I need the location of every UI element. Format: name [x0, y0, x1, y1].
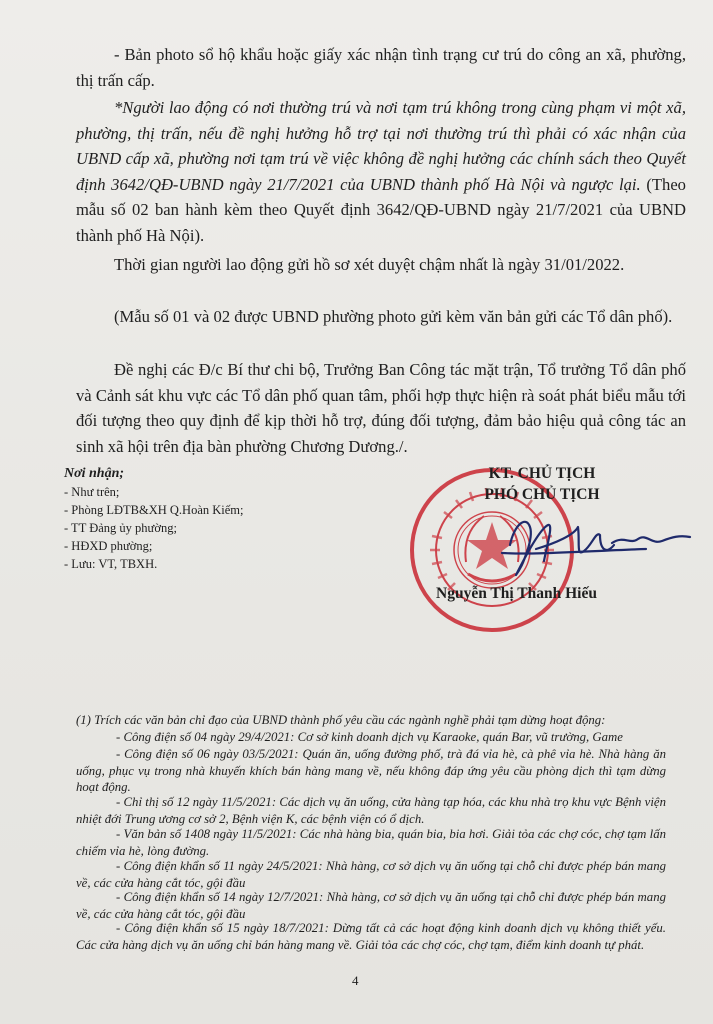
footnote-item: - Văn bản số 1408 ngày 11/5/2021: Các nhà hàng bia, quán bia, bia hơi. Giải tỏa các chợ cóc, chợ tạm lấn chiếm vỉa hè, lòng đường.: [76, 827, 666, 858]
footnote-item: - Công điện khẩn số 15 ngày 18/7/2021: Dừng tất cả các hoạt động kinh doanh dịch vụ không thiết yếu. Các cửa hàng dịch vụ ăn uống chỉ bán hàng mang về. Giải tỏa các chợ cóc, chợ tạm, điểm kinh doanh tự phát.: [76, 921, 666, 952]
footnote-item: - Công điện khẩn số 11 ngày 24/5/2021: Nhà hàng, cơ sở dịch vụ ăn uống tại chỗ chỉ được phép bán mang về, các cửa hàng cắt tóc, gội đầu: [76, 859, 666, 890]
signer-name: Nguyễn Thị Thanh Hiếu: [436, 585, 597, 602]
recipients-heading: Nơi nhận;: [64, 466, 125, 481]
footnote-intro: (1) Trích các văn bản chỉ đạo của UBND thành phố yêu cầu các ngành nghề phải tạm dừng hoạt động:: [76, 713, 606, 727]
para-request: Đề nghị các Đ/c Bí thư chi bộ, Trưởng Ban Công tác mặt trận, Tổ trưởng Tổ dân phố và Cảnh sát khu vực các Tổ dân phố quan tâm, phối hợp thực hiện rà soát phát biểu mẫu tới đối tượng theo quy định để kịp thời hỗ trợ, đúng đối tượng, đảm bảo hiệu quả công tác an sinh xã hội trên địa bàn phường Chương Dương./.: [76, 360, 686, 456]
footnote-item: - Chỉ thị số 12 ngày 11/5/2021: Các dịch vụ ăn uống, cửa hàng tạp hóa, các khu nhà trọ khu vực Bệnh viện nhiệt đới Trung ương cơ sở 2, Bệnh viện K, các bệnh viện có ổ dịch.: [76, 795, 666, 826]
page-number: 4: [352, 973, 359, 988]
recipient-item: - Lưu: VT, TBXH.: [64, 557, 158, 571]
para-household-registration: - Bản photo sổ hộ khẩu hoặc giấy xác nhận tình trạng cư trú do công an xã, phường, thị trấn cấp.: [76, 45, 686, 90]
recipient-item: - TT Đảng ủy phường;: [64, 521, 177, 535]
recipient-item: - Phòng LĐTB&XH Q.Hoàn Kiếm;: [64, 503, 244, 517]
recipient-item: - Như trên;: [64, 485, 120, 499]
recipients-block: [64, 465, 384, 573]
recipient-item: - HĐXD phường;: [64, 539, 153, 553]
footnote-item: - Công điện số 06 ngày 03/5/2021: Quán ăn, uống đường phố, trà đá vỉa hè, cà phê vỉa hè. Nhà hàng ăn uống, phục vụ trong nhà khuyến khích bán hàng mang về, nếu không đáp ứng yêu cầu phòng dịch thì tạm dừng hoạt động.: [76, 747, 666, 794]
para-deadline: Thời gian người lao động gửi hồ sơ xét duyệt chậm nhất là ngày 31/01/2022.: [114, 255, 625, 274]
footnote-item: - Công điện khẩn số 14 ngày 12/7/2021: Nhà hàng, cơ sở dịch vụ ăn uống tại chỗ chỉ được phép bán mang về, các cửa hàng cắt tóc, gội đầu: [76, 890, 666, 921]
signature-title: [462, 463, 622, 505]
footnote-item: - Công điện số 04 ngày 29/4/2021: Cơ sở kinh doanh dịch vụ Karaoke, quán Bar, vũ trường, Game: [116, 730, 623, 744]
para-residence-note: [76, 95, 686, 248]
handwritten-signature-icon: [496, 505, 696, 585]
para-forms: (Mẫu số 01 và 02 được UBND phường photo gửi kèm văn bản gửi các Tổ dân phố).: [114, 307, 673, 326]
signature-line-1: KT. CHỦ TỊCH: [488, 465, 596, 482]
residence-note-italic: *Người lao động có nơi thường trú và nơi tạm trú không trong cùng phạm vi một xã, phường, thị trấn, nếu đề nghị hưởng hỗ trợ tại nơi thường trú thì phải có xác nhận của UBND cấp xã, phường nơi tạm trú về việc không đề nghị hưởng các chính sách theo Quyết định 3642/QĐ-UBND ngày 21/7/2021 của UBND thành phố Hà Nội và ngược lại.: [76, 98, 686, 194]
signature-line-2: PHÓ CHỦ TỊCH: [484, 486, 600, 503]
residence-note-plain: (Theo mẫu số 02 ban hành kèm theo Quyết định 3642/QĐ-UBND ngày 21/7/2021 của UBND thành phố Hà Nội).: [76, 174, 686, 245]
